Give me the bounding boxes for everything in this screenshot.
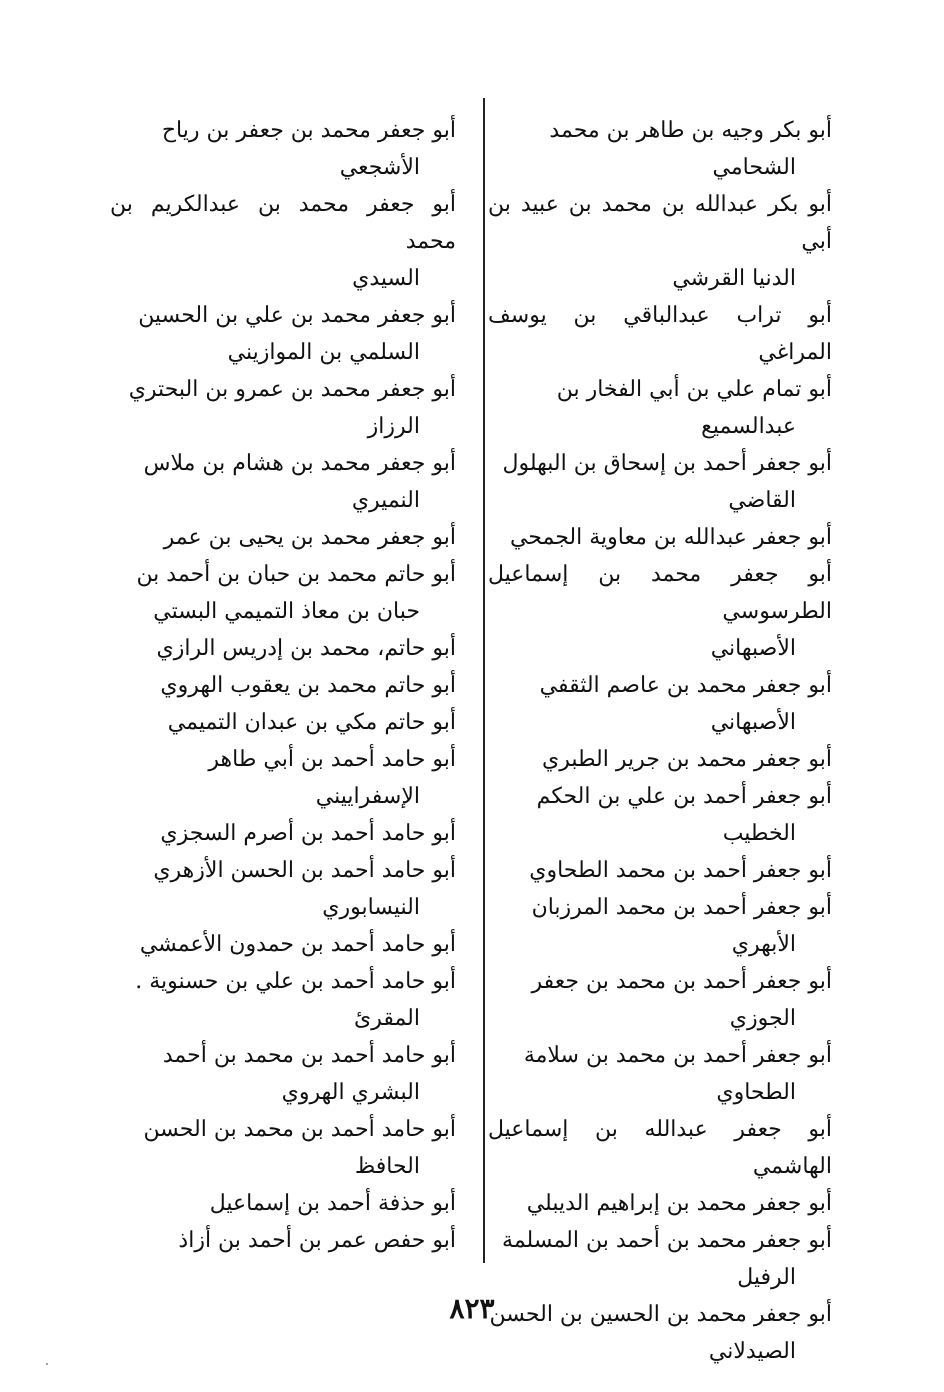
entry-continuation: الأشجعي xyxy=(339,155,420,180)
index-entry xyxy=(488,112,832,186)
entry-text: أبو جعفر أحمد بن محمد بن سلامة xyxy=(523,1043,832,1068)
entry-continuation: الطحاوي xyxy=(716,1080,796,1105)
index-entry xyxy=(110,112,456,186)
entry-text: أبو جعفر محمد بن إبراهيم الديبلي xyxy=(526,1191,832,1216)
index-entry xyxy=(110,630,456,667)
entry-continuation: البشري الهروي xyxy=(281,1080,420,1105)
entry-text: أبو حاتم محمد بن يعقوب الهروي xyxy=(160,673,456,698)
entry-text: أبو جعفر محمد بن عبدالكريم بن محمد xyxy=(110,192,456,254)
entry-text: أبو حاتم محمد بن حبان بن أحمد بن xyxy=(136,562,456,587)
entry-continuation: الإسفراييني xyxy=(315,784,420,809)
entry-continuation: القاضي xyxy=(728,488,796,513)
entry-text: أبو جعفر محمد بن الحسين بن الحسن xyxy=(489,1302,832,1327)
index-entry xyxy=(488,1222,832,1296)
index-entry xyxy=(110,1037,456,1111)
index-entry xyxy=(488,852,832,889)
index-entry xyxy=(488,519,832,556)
entry-text: أبو حاتم مكي بن عبدان التميمي xyxy=(167,710,456,735)
index-entry xyxy=(488,741,832,778)
entry-text: أبو حامد أحمد بن علي بن حسنوية . xyxy=(135,969,456,994)
index-entry xyxy=(488,445,832,519)
index-entry xyxy=(110,741,456,815)
entry-continuation: السلمي بن الموازيني xyxy=(227,340,420,365)
index-entry xyxy=(110,926,456,963)
entry-continuation: الأصبهاني xyxy=(710,710,796,735)
index-column-right xyxy=(488,112,832,1370)
index-entry xyxy=(488,1037,832,1111)
entry-text: أبو جعفر عبدالله بن إسماعيل الهاشمي xyxy=(488,1117,832,1179)
index-entry xyxy=(488,963,832,1037)
entry-text: أبو حذفة أحمد بن إسماعيل xyxy=(209,1191,456,1216)
entry-continuation: النميري xyxy=(351,488,420,513)
entry-continuation: المقرئ xyxy=(353,1006,420,1031)
index-entry xyxy=(488,1111,832,1185)
entry-continuation: الأبهري xyxy=(731,932,796,957)
entry-text: أبو حامد أحمد بن محمد بن الحسن xyxy=(143,1117,456,1142)
entry-text: أبو جعفر أحمد بن إسحاق بن البهلول xyxy=(502,451,832,476)
entry-text: أبو جعفر محمد بن عاصم الثقفي xyxy=(539,673,832,698)
entry-continuation: السيدي xyxy=(352,266,420,291)
entry-text: أبو جعفر محمد بن أحمد بن المسلمة xyxy=(502,1228,832,1253)
entry-text: أبو جعفر عبدالله بن معاوية الجمحي xyxy=(509,525,832,550)
entry-continuation: الأصبهاني xyxy=(710,636,796,661)
entry-text: أبو جعفر محمد بن يحيى بن عمر xyxy=(163,525,456,550)
entry-text: أبو حامد أحمد بن الحسن الأزهري xyxy=(153,858,456,883)
index-entry xyxy=(110,297,456,371)
entry-continuation: الحافظ xyxy=(354,1154,420,1179)
entry-continuation: الدنيا القرشي xyxy=(672,266,796,291)
index-entry xyxy=(488,889,832,963)
entry-text: أبو جعفر محمد بن إسماعيل الطرسوسي xyxy=(488,562,832,624)
entry-text: أبو جعفر محمد بن علي بن الحسين xyxy=(138,303,456,328)
index-entry xyxy=(488,556,832,667)
entry-text: أبو بكر وجيه بن طاهر بن محمد xyxy=(549,118,832,143)
page-number: ٨٢٣ xyxy=(449,1292,495,1325)
index-entry xyxy=(110,1185,456,1222)
index-entry xyxy=(488,371,832,445)
index-entry xyxy=(488,778,832,852)
entry-continuation: الصيدلاني xyxy=(708,1339,796,1364)
index-entry xyxy=(110,556,456,630)
column-divider xyxy=(483,98,485,1263)
index-entry xyxy=(110,1222,456,1259)
index-entry xyxy=(488,297,832,371)
entry-text: أبو حامد أحمد بن أبي طاهر xyxy=(208,747,456,772)
entry-continuation: النيسابوري xyxy=(322,895,420,920)
entry-text: أبو جعفر أحمد بن محمد المرزبان xyxy=(531,895,832,920)
entry-text: أبو حامد أحمد بن محمد بن أحمد xyxy=(162,1043,456,1068)
entry-continuation: الرزاز xyxy=(367,414,420,439)
entry-text: أبو حفص عمر بن أحمد بن أزاذ xyxy=(178,1228,456,1253)
entry-continuation: الجوزي xyxy=(729,1006,796,1031)
entry-continuation: حبان بن معاذ التميمي البستي xyxy=(153,599,420,624)
entry-continuation: عبدالسميع xyxy=(701,414,796,439)
index-entry xyxy=(110,667,456,704)
index-entry xyxy=(110,704,456,741)
entry-text: أبو حامد أحمد بن أصرم السجزي xyxy=(160,821,456,846)
index-column-left xyxy=(110,112,456,1259)
index-entry xyxy=(110,186,456,297)
entry-text: أبو جعفر أحمد بن محمد بن جعفر xyxy=(531,969,832,994)
scan-speck xyxy=(46,1363,48,1365)
entry-text: أبو جعفر أحمد بن علي بن الحكم xyxy=(536,784,832,809)
index-entry xyxy=(110,1111,456,1185)
index-entry xyxy=(110,519,456,556)
entry-continuation: الخطيب xyxy=(722,821,796,846)
index-entry xyxy=(110,852,456,926)
index-entry xyxy=(488,186,832,297)
entry-text: أبو جعفر محمد بن عمرو بن البحتري xyxy=(128,377,456,402)
entry-text: أبو تراب عبدالباقي بن يوسف المراغي xyxy=(488,303,832,365)
entry-text: أبو بكر عبدالله بن محمد بن عبيد بن أبي xyxy=(488,192,832,254)
entry-text: أبو حامد أحمد بن حمدون الأعمشي xyxy=(139,932,456,957)
index-entry xyxy=(488,667,832,741)
entry-text: أبو جعفر محمد بن جعفر بن رياح xyxy=(161,118,456,143)
entry-text: أبو تمام علي بن أبي الفخار بن xyxy=(556,377,832,402)
entry-text: أبو جعفر محمد بن جرير الطبري xyxy=(541,747,832,772)
entry-continuation: الرفيل xyxy=(737,1265,796,1290)
entry-continuation: الشحامي xyxy=(712,155,796,180)
index-entry xyxy=(488,1185,832,1222)
index-entry xyxy=(110,371,456,445)
entry-text: أبو جعفر محمد بن هشام بن ملاس xyxy=(143,451,456,476)
entry-text: أبو جعفر أحمد بن محمد الطحاوي xyxy=(529,858,832,883)
index-entry xyxy=(110,815,456,852)
index-entry xyxy=(110,445,456,519)
index-entry xyxy=(110,963,456,1037)
entry-text: أبو حاتم، محمد بن إدريس الرازي xyxy=(156,636,456,661)
